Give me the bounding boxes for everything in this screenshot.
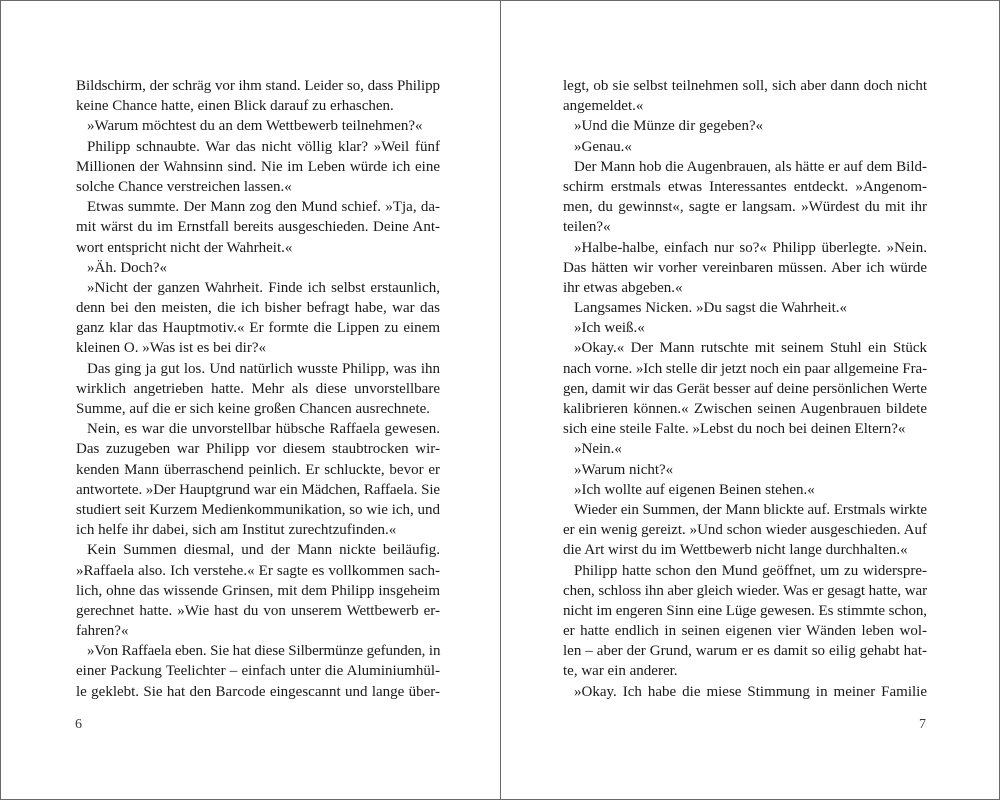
text-line: »Von Raffaela eben. Sie hat diese Silbermünze gefunden, in [87, 643, 441, 660]
text-line: Wieder ein Summen, der Mann blickte auf. Erstmals wirkte [574, 501, 927, 518]
text-line: Kein Summen diesmal, und der Mann nickte beiläufig. [87, 542, 440, 559]
text-line: mit wärst du im Ernstfall bereits ausgeschieden. Deine Ant- [76, 219, 440, 236]
text-line: »Ich weiß.« [574, 320, 645, 337]
text-line: ganz klar das Hauptmotiv.« Er formte die Lippen zu einem [76, 320, 440, 337]
right-page-number: 7 [919, 717, 926, 732]
text-line: gerechnet hatte. »Wie hast du von unserem Wettbewerb er- [76, 602, 440, 619]
text-line: kleinen O. »Was ist es bei dir?« [76, 340, 266, 357]
text-line: legt, ob sie selbst teilnehmen soll, sich aber dann doch nicht [563, 78, 927, 94]
text-line: chen, schloss ihn aber gleich wieder. Was er gesagt hatte, war [563, 582, 927, 599]
text-line: sich eine steile Falte. »Lebst du noch bei deinen Eltern?« [563, 421, 906, 438]
text-line: men, du gewinnst«, sagte er langsam. »Würdest du mit ihr [563, 199, 927, 216]
text-line: len – aber der Grund, warum er es damit so eilig gehabt hat- [563, 643, 927, 660]
text-line: solche Chance verstreichen lassen.« [76, 178, 292, 195]
text-line: er hatte endlich in seinen eigenen vier Wänden leben wol- [563, 623, 927, 640]
text-line: »Halbe-halbe, einfach nur so?« Philipp überlegte. »Nein. [574, 239, 927, 256]
text-line: Etwas summte. Der Mann zog den Mund schief. »Tja, da- [87, 199, 440, 216]
text-line: te, war ein anderer. [563, 663, 678, 680]
text-line: gen, damit wir das Gerät besser auf deine persönlichen Werte [563, 380, 927, 397]
text-line: Philipp schnaubte. War das nicht völlig klar? »Weil fünf [87, 138, 440, 155]
text-line: Millionen der Wahnsinn sind. Nie im Leben würde ich eine [76, 158, 440, 175]
text-line: Das ging ja gut los. Und natürlich wusste Philipp, was ihn [87, 360, 440, 377]
text-line: Langsames Nicken. »Du sagst die Wahrheit.« [574, 300, 848, 317]
text-line: »Ich wollte auf eigenen Beinen stehen.« [574, 481, 815, 498]
text-line: kenden Mann überraschend peinlich. Er schluckte, bevor er [76, 461, 440, 478]
text-line: schirm erstmals etwas Interessantes entdeckt. »Angenom- [563, 178, 927, 195]
text-line: »Okay.« Der Mann rutschte mit seinem Stuhl ein Stück [574, 340, 927, 357]
text-line: studiert seit Kurzem Medienkommunikation, so wie ich, und [76, 501, 440, 518]
text-line: »Nein.« [574, 441, 622, 458]
left-page [1, 1, 500, 799]
text-line: »Äh. Doch?« [87, 259, 167, 276]
text-line: »Und die Münze dir gegeben?« [574, 118, 764, 135]
text-line: Philipp hatte schon den Mund geöffnet, um zu widerspre- [574, 562, 927, 579]
text-line: »Nicht der ganzen Wahrheit. Finde ich selbst erstaunlich, [87, 279, 440, 296]
right-page-text [563, 76, 927, 702]
text-line: die Art wirst du im Wettbewerb nicht lange durchhalten.« [563, 542, 908, 559]
right-page [501, 1, 999, 799]
text-line: wort entspricht nicht der Wahrheit.« [76, 239, 293, 256]
text-line: nicht im engeren Sinn eine Lüge gewesen. Es stimmte schon, [563, 602, 927, 619]
text-line: Summe, auf die er sich keine großen Chancen ausrechnete. [76, 401, 431, 417]
text-line: fahren?« [76, 623, 129, 640]
text-line: ihr etwas abgeben.« [563, 279, 683, 296]
text-line: Bildschirm, der schräg vor ihm stand. Leider so, dass Philipp [76, 78, 440, 94]
text-line: »Genau.« [574, 138, 632, 155]
text-line: wirklich angetrieben hatte. Mehr als diese unvorstellbare [76, 380, 440, 397]
text-line: kalibrieren können.« Zwischen seinen Augenbrauen bildete [563, 401, 927, 417]
text-line: nach vorne. »Ich stelle dir jetzt noch ein paar allgemeine Fra- [563, 360, 927, 377]
text-line: keine Chance hatte, einen Blick darauf zu erhaschen. [76, 98, 394, 115]
text-line: »Okay. Ich habe die miese Stimmung in meiner Familie [574, 683, 927, 700]
text-line: ich helfe ihr dabei, sich am Institut zurechtzufinden.« [76, 522, 397, 539]
left-page-number: 6 [75, 717, 82, 732]
text-line: lich, ohne das wissende Grinsen, mit dem Philipp insgeheim [76, 582, 440, 599]
text-line: le geklebt. Sie hat den Barcode eingescannt und lange über- [76, 683, 440, 700]
text-line: Der Mann hob die Augenbrauen, als hätte er auf dem Bild- [574, 158, 927, 175]
text-line: Nein, es war die unvorstellbar hübsche Raffaela gewesen. [87, 421, 440, 438]
text-line: »Warum nicht?« [574, 461, 674, 478]
text-line: angemeldet.« [563, 98, 644, 115]
text-line: Das zuzugeben war Philipp vor diesem staubtrocken wir- [76, 441, 440, 458]
text-line: er ein wenig gereizt. »Und schon wieder ausgeschieden. Auf [563, 522, 927, 539]
text-line: »Warum möchtest du an dem Wettbewerb teilnehmen?« [87, 118, 423, 135]
text-line: antwortete. »Der Hauptgrund war ein Mädchen, Raffaela. Sie [76, 481, 440, 498]
text-line: einer Packung Teelichter – einfach unter die Aluminiumhül- [76, 663, 440, 680]
text-line: teilen?« [563, 219, 611, 236]
text-line: Das hätten wir vorher vereinbaren müssen. Aber ich würde [563, 259, 927, 276]
text-line: »Raffaela also. Ich verstehe.« Er sagte es vollkommen sach- [76, 562, 440, 579]
text-line: denn bei den meisten, die ich bisher befragt habe, war das [76, 300, 440, 317]
left-page-text [76, 76, 440, 702]
